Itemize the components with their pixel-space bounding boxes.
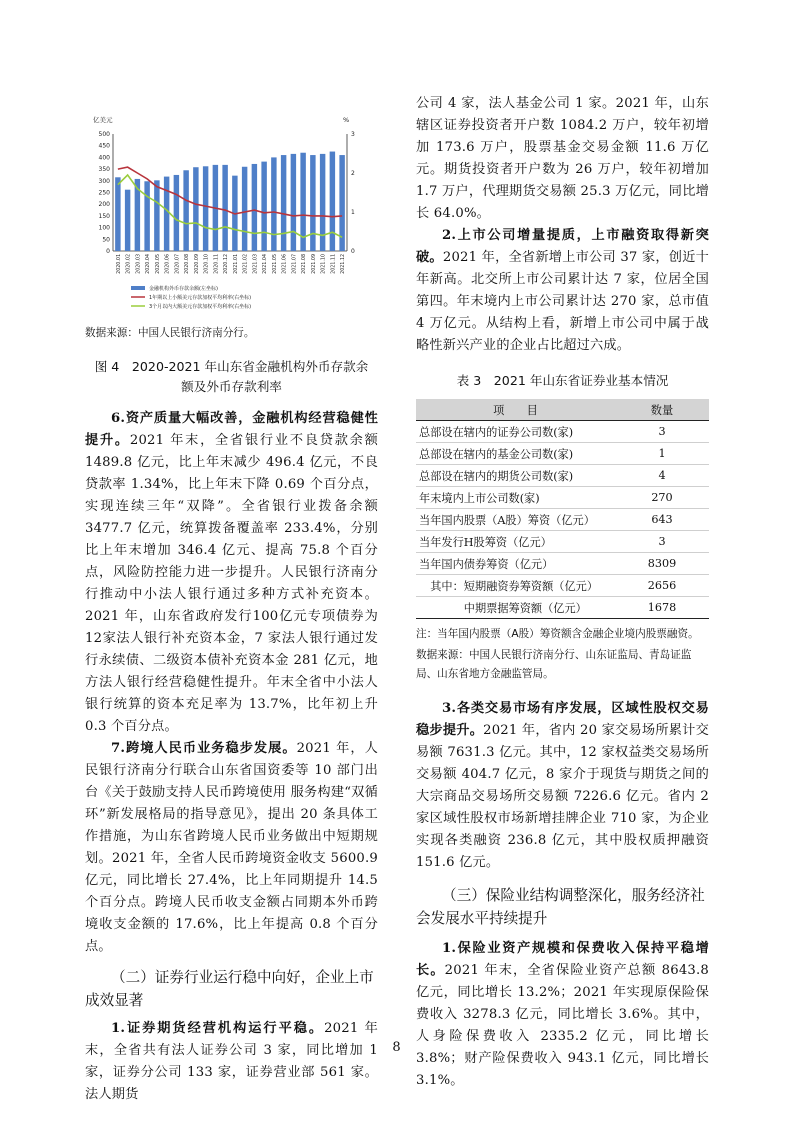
legend-label: 1年期以上小额美元存款加权平均利率(右坐标) [149,295,252,301]
paragraph-trading-markets: 3.各类交易市场有序发展，区域性股权交易稳步提升。2021 年，省内 20 家交易场所累计交易额 7631.3 亿元。其中，12 家权益类交易场所交易额 404.7 亿元，8 家介于现货与期货之间的大宗商品交易场所交易额 7226.6 亿元。省内 2 家区域性股权市场新增挂牌企业 710 家，为企业实现各类融资 236.8 亿元，其中股权质押融资 151.6 亿元。 [416,701,709,870]
table-cell-item: 当年发行H股筹资（亿元） [416,531,615,553]
x-tick-label: 2020.08 [185,254,191,274]
y-right-tick-label: 0 [351,248,355,255]
x-tick-label: 2020.07 [175,254,181,274]
y-left-tick-label: 350 [98,166,110,174]
x-tick-label: 2020.01 [116,254,122,274]
paragraph-cross-border-rmb: 7.跨境人民币业务稳步发展。2021 年，人民银行济南分行联合山东省国资委等 10 部门出台《关于鼓励支持人民币跨境使用 服务构建“双循环”新发展格局的指导意见》，提出 20 条具体工作措施，为山东省跨境人民币业务做出中短期规划。2021 年，全省人民币跨境资金收支 5600.9 亿元，同比增长 27.4%，比上年同期提升 14.5 个百分点。跨境人民币收支金额占同期本外币跨境收支金额的 17.6%，比上年提高 0.8 个百分点。 [85,741,378,954]
bar-2021.04 [261,162,266,251]
table-cell-item: 其中：短期融资券筹资额（亿元） [416,575,615,597]
table-row [416,421,709,443]
paragraph-listed-companies: 2.上市公司增量提质，上市融资取得新突破。2021 年，全省新增上市公司 37 家，创近十年新高。北交所上市公司累计达 7 家，位居全国第四。年末境内上市公司累计达 270 家，总市值 4 万亿元。从结构上看，新增上市公司中属于战略性新兴产业的企业占比超过六成。 [416,228,710,353]
y-left-tick-label: 100 [98,224,110,232]
x-tick-label: 2021.11 [331,254,337,274]
bar-2020.05 [154,180,159,251]
bar-2021.11 [330,152,335,251]
legend-label: 3个月以内大额美元存款加权平均利率(右坐标) [149,304,252,310]
table-cell-value: 4 [615,465,709,487]
bar-2020.08 [183,170,188,251]
paragraph-securities-institutions: 1.证券期货经营机构运行平稳。2021 年末，全省共有法人证券公司 3 家，同比增加 1 家，证券分公司 133 家，证券营业部 561 家。法人期货 [85,1021,378,1102]
section-heading-insurance: （三）保险业结构调整深化，服务经济社会发展水平持续提升 [416,887,705,927]
y-right-unit: % [343,116,350,124]
x-tick-label: 2021.04 [263,254,269,274]
line-series-2 [118,175,342,237]
left-column [85,110,378,1106]
y-left-unit: 亿美元 [93,116,113,124]
bar-2020.06 [164,177,169,251]
y-right-tick-label: 1 [351,209,355,216]
bar-2020.02 [125,190,130,251]
table-cell-item: 总部设在辖内的期货公司数(家) [416,465,615,487]
table-header-item: 项 目 [416,399,615,421]
y-left-tick-label: 0 [106,248,110,255]
x-tick-label: 2021.07 [292,254,298,274]
x-tick-label: 2021.10 [321,254,327,274]
paragraph-asset-quality: 6.资产质量大幅改善，金融机构经营稳健性提升。2021 年末，全省银行业不良贷款余额 1489.8 亿元，比上年末减少 496.4 亿元，不良贷款率 1.34%，比上年末下降 0.69 个百分点，实现连续三年“双降”。全省银行业拨备余额 3477.7 亿元，统算拨备覆盖率 233.4%，分别比上年末增加 346.4 亿元、提高 75.8 个百分点，风险防控能力进一步提升。人民银行济南分行推动中小法人银行通过多种方式补充资本。2021 年，山东省政府发行100亿元专项债券为12家法人银行补充资本金，7 家法人银行通过发行永续债、二级资本债补充资本金 281 亿元，地方法人银行经营稳健性提升。年末全省中小法人银行统算的资本充足率为 13.7%，比年初上升 0.3 个百分点。 [85,411,378,734]
x-tick-label: 2020.10 [204,254,210,274]
deposit-chart [85,110,378,320]
bar-2021.06 [281,155,286,251]
bar-2020.04 [144,181,149,251]
y-left-tick-label: 200 [98,201,110,209]
bar-2020.09 [193,167,198,251]
bar-2021.03 [252,164,257,251]
table-cell-item: 中期票据筹资额（亿元） [416,597,615,619]
table-caption: 表 3 2021 年山东省证券业基本情况 [456,373,669,388]
paragraph-insurance-growth: 1.保险业资产规模和保费收入保持平稳增长。2021 年末，全省保险业资产总额 8643.8 亿元，同比增长 13.2%；2021 年实现原保险保费收入 3278.3 亿元，同比增长 3.6%。其中，人身险保费收入 2335.2 亿元，同比增长 3.8%；财产险保费收入 943.1 亿元，同比增长 3.1%。 [416,941,710,1088]
table-cell-value: 1678 [615,597,709,619]
bar-2020.01 [115,177,120,251]
table-cell-value: 1 [615,443,709,465]
table-cell-value: 2656 [615,575,709,597]
y-right-tick-label: 2 [351,170,355,177]
x-tick-label: 2021.12 [341,254,347,274]
x-tick-label: 2020.04 [146,254,152,274]
table-cell-item: 当年国内债券筹资（亿元） [416,553,615,575]
table-cell-item: 年末境内上市公司数(家) [416,487,615,509]
table-cell-value: 643 [615,509,709,531]
x-tick-label: 2021.02 [243,254,249,274]
y-left-tick-label: 500 [98,131,110,138]
table-header-row [416,399,709,421]
x-tick-label: 2020.02 [126,254,132,274]
x-tick-label: 2020.03 [136,254,142,274]
right-column [416,93,709,1092]
y-left-tick-label: 150 [98,212,110,220]
page-number: 8 [392,1040,401,1055]
bar-2021.02 [242,167,247,251]
y-left-tick-label: 300 [98,177,110,185]
y-left-tick-label: 400 [98,154,110,162]
table-row [416,575,709,597]
x-tick-label: 2021.01 [233,254,239,274]
x-tick-label: 2021.06 [282,254,288,274]
bar-2021.05 [271,157,276,251]
line-series-1 [118,167,342,217]
table-cell-value: 3 [615,531,709,553]
x-tick-label: 2021.05 [272,254,278,274]
table-cell-value: 3 [615,421,709,443]
x-tick-label: 2021.08 [302,254,308,274]
legend-swatch [131,286,145,290]
table-cell-item: 总部设在辖内的基金公司数(家) [416,443,615,465]
x-tick-label: 2020.11 [214,254,220,274]
table-source: 数据来源：中国人民银行济南分行、山东证监局、青岛证监局、山东省地方金融监管局。 [416,649,692,680]
legend-label: 金融机构外币存款余额(左坐标) [149,286,218,292]
table-cell-value: 270 [615,487,709,509]
y-right-tick-label: 3 [351,131,355,138]
x-tick-label: 2021.03 [253,254,259,274]
table-row [416,531,709,553]
x-tick-label: 2021.09 [311,254,317,274]
x-tick-label: 2020.05 [155,254,161,274]
paragraph-continued: 公司 4 家，法人基金公司 1 家。2021 年，山东辖区证券投资者开户数 1084.2 万户，较年初增加 173.6 万户，股票基金交易金额 11.6 万亿元。期货投资者开户数为 26 万户，较年初增加 1.7 万户，代理期货交易额 25.3 万亿元，同比增长 64.0%。 [416,96,709,221]
x-tick-label: 2020.09 [194,254,200,274]
y-left-tick-label: 50 [102,236,110,244]
table-cell-item: 当年国内股票（A股）筹资（亿元） [416,509,615,531]
x-tick-label: 2020.06 [165,254,171,274]
y-left-tick-label: 450 [98,142,110,150]
figure-caption: 图 4 2020-2021 年山东省金融机构外币存款余 额及外币存款利率 [94,359,369,394]
bar-2020.07 [174,175,179,251]
table-cell-item: 总部设在辖内的证券公司数(家) [416,421,615,443]
x-tick-label: 2020.12 [224,254,230,274]
table-header-value: 数量 [615,399,709,421]
bar-2020.10 [203,166,208,251]
table-cell-value: 8309 [615,553,709,575]
table-row [416,597,709,619]
table-row [416,443,709,465]
chart-source: 数据来源：中国人民银行济南分行。 [85,327,255,339]
table-note: 注：当年国内股票（A股）筹资额含金融企业境内股票融资。 [416,628,699,640]
securities-table [416,399,709,619]
table-row [416,553,709,575]
y-left-tick-label: 250 [98,189,110,197]
table-row [416,465,709,487]
bar-2021.09 [310,155,315,251]
bar-2021.07 [291,154,296,251]
section-heading-securities: （二）证券行业运行稳中向好，企业上市成效显著 [85,969,374,1009]
table-row [416,487,709,509]
bar-2020.12 [222,165,227,251]
bar-2021.10 [320,154,325,251]
table-row [416,509,709,531]
